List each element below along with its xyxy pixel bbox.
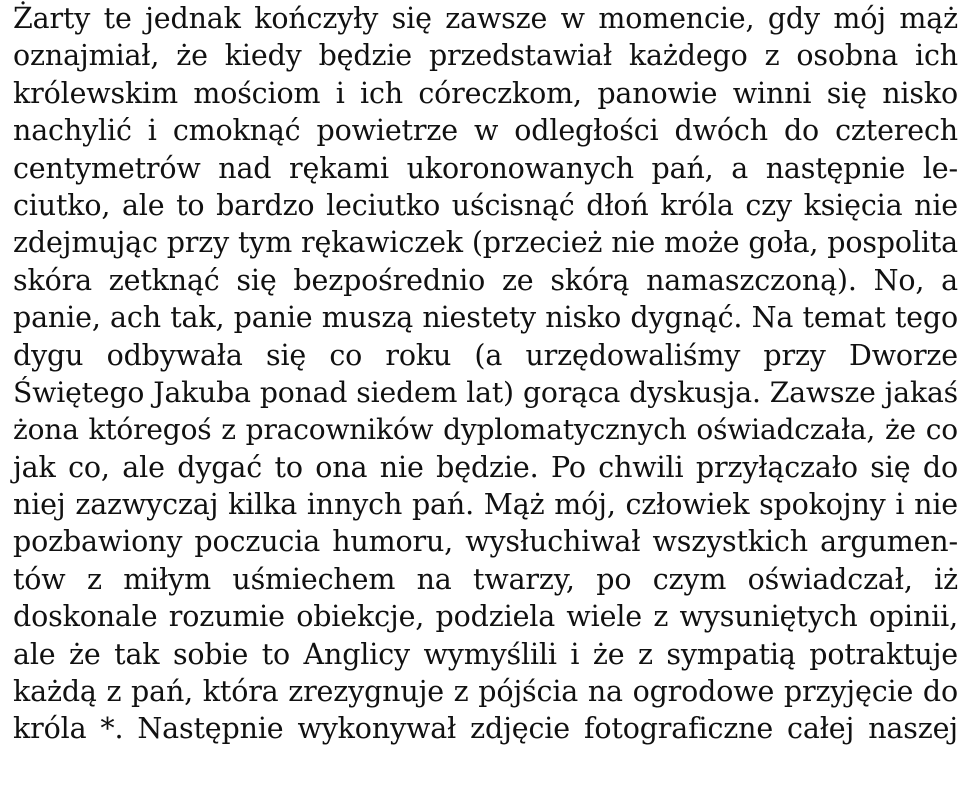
text-line-19: każdą z pań, która zrezygnuje z pójścia na ogrodowe przyjęcie do	[13, 675, 958, 709]
text-line-10: dygu odbywała się co roku (a urzędowaliśmy przy Dworze	[13, 338, 958, 372]
text-line-16: tów z miłym uśmiechem na twarzy, po czym oświadczał, iż	[13, 562, 958, 596]
text-line-8: skóra zetknąć się bezpośrednio ze skórą namaszczoną). No, a	[13, 263, 958, 297]
text-line-4: nachylić i cmoknąć powietrze w odległości dwóch do czterech	[13, 114, 958, 148]
text-line-1: Żarty te jednak kończyły się zawsze w momencie, gdy mój mąż	[13, 2, 958, 35]
text-line-6: ciutko, ale to bardzo leciutko uścisnąć dłoń króla czy księcia nie	[13, 188, 958, 222]
text-line-12: żona któregoś z pracowników dyplomatycznych oświadczała, że co	[13, 413, 958, 447]
text-line-3: królewskim mościom i ich córeczkom, panowie winni się nisko	[13, 76, 958, 110]
text-line-20: króla *. Następnie wykonywał zdjęcie fotograficzne całej naszej	[13, 712, 958, 746]
body-text	[13, 0, 958, 748]
text-line-13: jak co, ale dygać to ona nie będzie. Po chwili przyłączało się do	[13, 450, 958, 484]
text-line-9: panie, ach tak, panie muszą niestety nisko dygnąć. Na temat tego	[13, 301, 958, 335]
text-line-11: Świętego Jakuba ponad siedem lat) gorąca dyskusja. Zawsze jakaś	[13, 375, 958, 409]
text-line-17: doskonale rozumie obiekcje, podziela wiele z wysuniętych opinii,	[13, 600, 958, 634]
text-line-14: niej zazwyczaj kilka innych pań. Mąż mój, człowiek spokojny i nie	[13, 488, 958, 522]
text-line-7: zdejmując przy tym rękawiczek (przecież nie może goła, pospolita	[13, 226, 958, 260]
text-line-2: oznajmiał, że kiedy będzie przedstawiał każdego z osobna ich	[13, 39, 958, 73]
text-line-15: pozbawiony poczucia humoru, wysłuchiwał wszystkich argumen-	[13, 525, 958, 559]
text-line-18: ale że tak sobie to Anglicy wymyślili i że z sympatią potraktuje	[13, 637, 958, 671]
text-line-5: centymetrów nad rękami ukoronowanych pań, a następnie le-	[13, 151, 958, 185]
